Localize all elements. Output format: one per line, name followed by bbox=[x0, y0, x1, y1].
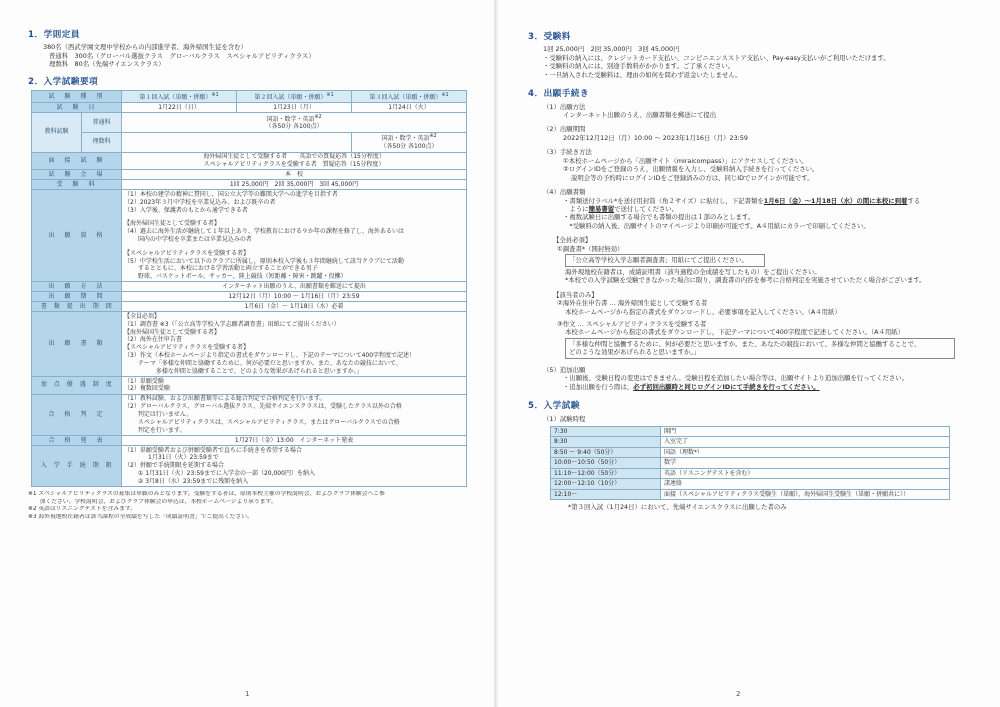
list-item: （2）海外在住申告書 bbox=[124, 336, 182, 344]
table-row bbox=[32, 103, 467, 113]
procedure-step: ①本校ホームページから「出願サイト（miraicompass）」にアクセスしてください。 bbox=[563, 156, 808, 165]
document-deadline-label: 書 類 提 出 期 間 bbox=[32, 302, 122, 312]
capacity-general: 普通科 300名（グローバル選抜クラス グローバルクラス スペシャルアビリティクラス） bbox=[49, 51, 315, 60]
table-row bbox=[32, 435, 467, 445]
documents-mailing: ・書類送付ラベル*を送付用封筒（角２サイズ）に貼付し，下記書類を1月6日（金）～1月18日（水）の間に本校に到着する bbox=[563, 196, 921, 205]
list-item: 判定は行いません。 bbox=[124, 410, 193, 418]
footnote: ※1 スペシャルアビリティクラスの募集は単願のみとなります。受験をする者は、原則本校主催の学校説明会、およびクラブ体験会へご参 bbox=[28, 491, 385, 498]
table-row bbox=[32, 394, 467, 435]
documents-print-note: *受験料の納入後、出願サイトのマイページより印刷が可能です。A４用紙にカラーで印刷してください。 bbox=[563, 221, 870, 230]
conditional-doc-note: 本校ホームページから指定の書式をダウンロードし、必要事項を記入してください。（A４用紙） bbox=[565, 307, 841, 316]
eligibility-details bbox=[122, 190, 467, 282]
table-row bbox=[32, 282, 467, 292]
list-item: 【スペシャルアビリティクラスを受験する者】 bbox=[124, 344, 250, 352]
procedure-period-title: （2）出願期間 bbox=[543, 125, 586, 134]
general-course-label: 普通科 bbox=[82, 113, 122, 133]
procedure-period-value: 2022年12月12日（月）10:00 ～ 2023年1月16日（月）23:59 bbox=[563, 133, 748, 142]
fee-handling-charge: ・受験料の納入には、別途手数料がかかります。ご了承ください。 bbox=[543, 62, 735, 71]
exam-guidelines-table bbox=[31, 90, 467, 487]
fee-payment-methods: ・受験料の納入には、クレジットカード支払い、コンビニエンスストア支払い、Pay-easy支払いがご利用いただけます。 bbox=[543, 53, 890, 62]
table-row: 8:30 入室完了 bbox=[551, 437, 950, 448]
list-item: （1）単願受験 bbox=[124, 377, 164, 385]
list-item: （4）過去に海外生活が継続して１年以上あり、学校教育における９か年の課程を修了し、海外あるいは bbox=[124, 228, 404, 236]
round-1-date: 1月22日（日） bbox=[122, 103, 237, 113]
table-row bbox=[32, 445, 467, 486]
fee-no-refund: ・一旦納入された受験料は、理由の如何を問わず返金いたしません。 bbox=[543, 70, 742, 79]
list-item: （3）入学後、保護者のもとから通学できる者 bbox=[124, 206, 248, 214]
page-2-content bbox=[528, 30, 968, 512]
list-item: （1）調査書 ※3（「公立高等学校入学志願者調査書」用紙にてご提出ください） bbox=[124, 320, 340, 328]
list-item: （1）本校の建学の精神に賛同し，国公立大学等の難関大学への進学を目指す者 bbox=[124, 190, 338, 198]
list-item: （5）中学校生活において以下のクラブに所属し，原則本校入学後も３年間継続して該当クラブにて活動 bbox=[124, 257, 404, 265]
capacity-total: 380名（西武学園文理中学校からの内部進学者、海外帰国生徒を含む） bbox=[43, 43, 247, 52]
fee-value: 1回 25,000円 2回 35,000円 3回 45,000円 bbox=[122, 180, 467, 190]
list-item: 多様な仲間と協働することで、どのような効果があげられると思いますか。」 bbox=[124, 367, 363, 375]
subject-exam-label: 教科試験 bbox=[32, 113, 82, 153]
table-row: 7:30 開門 bbox=[551, 426, 950, 437]
list-item: （2）併願で手続期限を延期する場合 bbox=[124, 462, 224, 470]
application-method-label: 出 願 方 法 bbox=[32, 282, 122, 292]
list-item: （3）作文（本校ホームページより指定の書式をダウンロードし、下記のテーマについて400字程度で記述） bbox=[124, 352, 416, 360]
page-1 bbox=[0, 0, 495, 707]
list-item: （2）複数回受験 bbox=[124, 385, 170, 393]
table-row bbox=[32, 312, 467, 377]
table-row: 12:00～12:10（10分） 諸連絡 bbox=[551, 479, 950, 490]
exam-schedule-table bbox=[550, 426, 950, 501]
section-5-heading: 5．入学試験 bbox=[528, 401, 580, 412]
table-row bbox=[32, 91, 467, 103]
table-row: 10:00～10:50（50分） 数学 bbox=[551, 458, 950, 469]
results-announcement-value: 1月27日（金）13:00 インターネット発表 bbox=[122, 435, 467, 445]
list-item: （2）グローバルクラス、グローバル選抜クラス、先端サイエンスクラスは、受験したクラス以外の合格 bbox=[124, 403, 402, 411]
application-method-value: インターネット出願のうえ、出願書類を郵送にて提出 bbox=[122, 282, 467, 292]
procedure-step: ②ログインIDをご登録のうえ，出願情報を入力し、受験料納入手続きを行ってください。 bbox=[563, 165, 819, 174]
list-item: テーマ「多様な仲間と協働するために、何が必要だと思いますか。また、あなたの競技において、 bbox=[124, 359, 402, 367]
exam-fee-section bbox=[528, 45, 968, 79]
table-row bbox=[32, 170, 467, 180]
essay-theme-box-wrap bbox=[543, 338, 968, 359]
venue-value: 本 校 bbox=[122, 170, 467, 180]
science-course-label: 理数科 bbox=[82, 132, 122, 152]
list-item: 【海外帰国生徒として受験する者】 bbox=[124, 220, 221, 228]
enrollment-capacity bbox=[28, 43, 468, 68]
enrollment-deadline-label: 入 学 手 続 期 限 bbox=[32, 445, 122, 486]
list-item: 国内の中学校を卒業または卒業見込みの者 bbox=[124, 235, 252, 243]
exam-type-label: 試 験 種 別 bbox=[32, 91, 122, 103]
conditional-doc-item: ③作文 … スペシャルアビリティクラスを受験する者 bbox=[557, 320, 707, 329]
section-3-heading: 3．受験料 bbox=[528, 32, 571, 42]
footnote: 加ください。学校説明会、およびクラブ体験会の申込は、本校ホームページより承ります。 bbox=[28, 498, 277, 505]
essay-theme: 「多様な仲間と協働するために、何が必要だと思いますか。また、あなたの競技において、多様な仲間と協働することで、 bbox=[569, 339, 921, 348]
capacity-science: 理数科 80名（先端サイエンスクラス） bbox=[49, 60, 165, 69]
required-doc-note: 海外現地校在籍者は，成績証明書（該当過程の全成績を写したもの）をご提出ください。 bbox=[565, 267, 821, 276]
procedure-method-title: （1）出願方法 bbox=[543, 102, 586, 111]
required-docs-title: 【全員必須】 bbox=[553, 236, 592, 245]
list-item: （2）2023年３月中学校を卒業見込み、および既卒の者 bbox=[124, 198, 276, 206]
list-item: （1）教科試験、および出願書類等による総合判定で合格判定を行います。 bbox=[124, 395, 326, 403]
conditional-doc-item: ②海外在住申告書 … 海外帰国生徒として受験する者 bbox=[557, 299, 708, 308]
conditional-docs-title: 【該当者のみ】 bbox=[553, 290, 598, 299]
fee-amounts: 1回 25,000円 2回 35,000円 3回 45,000円 bbox=[543, 45, 680, 54]
science-course-subjects: 国語・数学・英語$^{※2}$ （各50分 各100点） bbox=[352, 132, 467, 152]
round-2-header: 第２回入試（単願・併願）$^{※1}$ bbox=[237, 91, 352, 103]
admission-judgment-label: 合 格 判 定 bbox=[32, 394, 122, 435]
list-item: 【海外帰国生徒として受験する者】 bbox=[124, 328, 221, 336]
exam-date-label: 試 験 日 bbox=[32, 103, 122, 113]
science-course-empty bbox=[122, 132, 352, 152]
admission-judgment-details bbox=[122, 394, 467, 435]
list-item: 野球、バスケットボール、サッカー、陸上競技（短距離・障害・跳躍・投擲） bbox=[124, 273, 347, 281]
application-procedure bbox=[528, 103, 968, 392]
general-course-subjects: 国語・数学・英語$^{※2}$ （各50分 各100点） bbox=[122, 113, 467, 133]
list-item: ② 3月8日（水）23:59までに残額を納入 bbox=[124, 477, 249, 485]
table-row bbox=[32, 377, 467, 395]
page-1-content bbox=[28, 28, 468, 522]
round-2-date: 1月23日（月） bbox=[237, 103, 352, 113]
procedure-method-value: インターネット出願のうえ、出願書類を郵送にて提出 bbox=[563, 110, 717, 119]
page-number: 2 bbox=[736, 690, 741, 698]
interview-details: 海外帰国生徒として受験する者 英語での質疑応答（15分程度） スペシャルアビリティクラスを受験する者 質疑応答（15分程度） bbox=[122, 152, 467, 170]
results-announcement-label: 合 格 発 表 bbox=[32, 435, 122, 445]
page-number: 1 bbox=[245, 690, 250, 698]
round-1-header: 第１回入試（単願・併願）$^{※1}$ bbox=[122, 91, 237, 103]
section-2-heading: 2．入学試験要項 bbox=[28, 76, 99, 87]
page-2 bbox=[498, 0, 1000, 707]
application-period-label: 出 願 期 間 bbox=[32, 292, 122, 302]
procedure-step-note: 説明会等の予約時にログインIDをご登録済みの方は、同じIDでログインが可能です。 bbox=[571, 173, 814, 182]
list-item: 【スペシャルアビリティクラスを受験する者】 bbox=[124, 249, 250, 257]
documents-single-copy: ・複数試験日に出願する場合でも書類の提出は１部のみとします。 bbox=[563, 213, 755, 222]
application-period-value: 12月12日（月）10:00 ～ 1月16日（月）23:59 bbox=[122, 292, 467, 302]
venue-label: 試 験 会 場 bbox=[32, 170, 122, 180]
list-item: するとともに、本校における学習活動と両立することができる男子 bbox=[124, 265, 318, 273]
footnotes bbox=[28, 491, 468, 522]
list-item: スペシャルアビリティクラスは、スペシャルアビリティクラス、またはグローバルクラスでの合格 bbox=[124, 418, 400, 426]
list-item: 判定を行います。 bbox=[124, 426, 186, 434]
schedule-subtitle: （1）試験時程 bbox=[543, 414, 586, 423]
list-item: 【全員必須】 bbox=[124, 313, 161, 321]
table-row bbox=[32, 190, 467, 282]
schedule-footnote: *第３回入試（1月24日）において、先端サイエンスクラスに出願した者のみ bbox=[568, 503, 787, 512]
fee-label: 受 験 料 bbox=[32, 180, 122, 190]
round-3-date: 1月24日（火） bbox=[352, 103, 467, 113]
required-doc-box-wrap bbox=[543, 254, 968, 266]
table-row: 8:50 ～ 9:40（50分） 国語（理数*） bbox=[551, 447, 950, 458]
documents-title: （4）出願書類 bbox=[543, 188, 586, 197]
additional-application-note: ・出願後、受験日程の変更はできません。受験日程を追加したい場合等は、出願サイトより追加出願を行ってください。 bbox=[563, 374, 909, 383]
table-row bbox=[32, 180, 467, 190]
enrollment-deadline-details bbox=[122, 445, 467, 486]
table-row bbox=[32, 292, 467, 302]
table-row bbox=[32, 132, 467, 152]
essay-theme: どのような効果があげられると思いますか。」 bbox=[569, 348, 701, 357]
additional-application-title: （5）追加出願 bbox=[543, 365, 586, 374]
bonus-system-details bbox=[122, 377, 467, 395]
list-item: （1）単願受験者および併願受験者で直ちに手続きを希望する場合 bbox=[124, 446, 302, 454]
essay-theme-box bbox=[565, 338, 955, 359]
interview-label: 面 接 試 験 bbox=[32, 152, 122, 170]
table-row bbox=[32, 302, 467, 312]
required-doc-form: 「公立高等学校入学志願者調査書」用紙にてご提出ください。 bbox=[565, 254, 765, 266]
footnote: ※3 海外現地校在籍者は該当課程の全成績を写した「成績証明書」でご提出ください。 bbox=[28, 514, 253, 521]
round-3-header: 第３回入試（単願・併願）$^{※1}$ bbox=[352, 91, 467, 103]
list-item: 1月31日（火）23:59まで bbox=[124, 454, 219, 462]
section-4-heading: 4．出願手続き bbox=[528, 89, 590, 100]
bonus-system-label: 加 点 優 遇 制 度 bbox=[32, 377, 122, 395]
eligibility-label: 出 願 資 格 bbox=[32, 190, 122, 282]
additional-application-login: ・追加出願を行う際は，必ず初回出願時と同じログインIDにて手続きを行ってください。 bbox=[563, 382, 820, 391]
table-row bbox=[32, 152, 467, 170]
procedure-steps-title: （3）手続き方法 bbox=[543, 148, 592, 157]
application-documents-label: 出 願 書 類 bbox=[32, 312, 122, 377]
documents-registered-mail: ように簡易書留で送付してください。 bbox=[563, 205, 679, 214]
table-row bbox=[32, 113, 467, 133]
conditional-doc-note: 本校ホームページから指定の書式をダウンロードし，下記テーマについて400字程度で記述してください。（A４用紙） bbox=[565, 328, 905, 337]
table-row: 12:10～ 面接（スペシャルアビリティクラス受験生（単願）、海外帰国生受験生（単願・併願共に）） bbox=[551, 489, 950, 500]
required-doc-item: ①調査書*（開封無効） bbox=[557, 244, 624, 253]
list-item: ① 1月31日（火）23:59までに入学金の一部（20,000円）を納入 bbox=[124, 469, 315, 477]
section-1-heading: 1．学則定員 bbox=[28, 30, 80, 40]
application-documents-details bbox=[122, 312, 467, 377]
table-row: 11:10～12:00（50分） 英語（リスニングテストを含む） bbox=[551, 468, 950, 479]
document-deadline-value: 1月6日（金）～ 1月18日（水）必着 bbox=[122, 302, 467, 312]
footnote: ※2 英語はリスニングテストを含みます。 bbox=[28, 506, 137, 513]
required-doc-note: *本校での入学試験を受験できなかった場合に限り，調査書の内容を参考に合格判定を実施させていただく場合がございます。 bbox=[565, 276, 926, 285]
